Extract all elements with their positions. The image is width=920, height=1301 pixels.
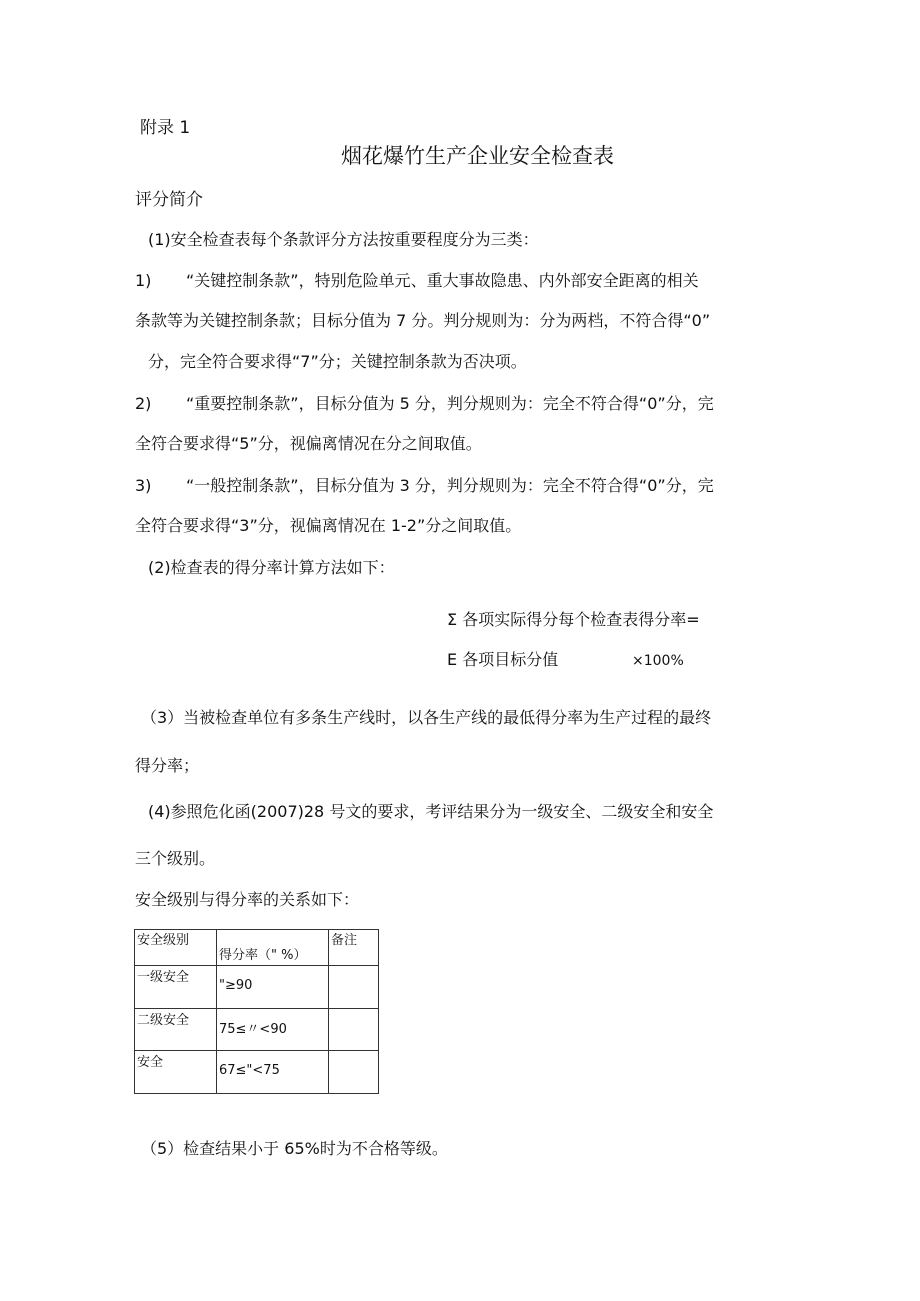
- formula-multiplier: ×100%: [632, 653, 684, 669]
- header-cell: 安全级别: [135, 930, 217, 966]
- rule1-number: 1): [135, 271, 152, 290]
- table-cell: 安全: [135, 1051, 217, 1094]
- rule2-line2: 全符合要求得“5”分，视偏离情况在分之间取值。: [135, 434, 482, 453]
- rule3-line1: “一般控制条款”，目标分值为 3 分，判分规则为：完全不符合得“0”分，完: [186, 476, 714, 495]
- formula-numerator: Σ 各项实际得分每个检查表得分率=: [447, 610, 700, 629]
- header-cell: 备注: [329, 930, 379, 966]
- rule2-number: 2): [135, 394, 152, 413]
- formula-denominator: E 各项目标分值: [447, 650, 559, 669]
- rule1-line2: 条款等为关键控制条款；目标分值为 7 分。判分规则为：分为两档，不符合得“0”: [135, 311, 711, 330]
- table-row: [135, 1051, 379, 1094]
- table-cell: [329, 966, 379, 1009]
- document-title: 烟花爆竹生产企业安全检查表: [341, 144, 614, 168]
- table-row: [135, 1009, 379, 1051]
- item3-line2: 得分率；: [135, 756, 200, 775]
- header-cell: 得分率（" %）: [217, 930, 329, 966]
- rule1-line1: “关键控制条款”，特别危险单元、重大事故隐患、内外部安全距离的相关: [186, 271, 699, 290]
- item1-intro: (1)安全检查表每个条款评分方法按重要程度分为三类：: [148, 230, 539, 249]
- rule3-number: 3): [135, 476, 152, 495]
- item2-intro: (2)检查表的得分率计算方法如下：: [148, 558, 395, 577]
- table-header-row: [135, 930, 379, 966]
- item4-line2: 三个级别。: [135, 849, 216, 868]
- table-row: [135, 966, 379, 1009]
- table-cell: [329, 1009, 379, 1051]
- table-cell: 一级安全: [135, 966, 217, 1009]
- item3-line1: （3）当被检查单位有多条生产线时，以各生产线的最低得分率为生产过程的最终: [141, 708, 712, 727]
- grade-table: [134, 929, 379, 1094]
- table-intro: 安全级别与得分率的关系如下：: [135, 890, 360, 909]
- appendix-label: 附录 1: [140, 118, 191, 138]
- table-cell: [329, 1051, 379, 1094]
- rule2-line1: “重要控制条款”，目标分值为 5 分，判分规则为：完全不符合得“0”分，完: [186, 394, 714, 413]
- table-cell: 二级安全: [135, 1009, 217, 1051]
- rule3-line2: 全符合要求得“3”分，视偏离情况在 1-2”分之间取值。: [135, 516, 522, 535]
- item5: （5）检查结果小于 65%时为不合格等级。: [141, 1139, 448, 1158]
- table-cell: 75≤〃<90: [217, 1009, 329, 1051]
- item4-line1: (4)参照危化函(2007)28 号文的要求，考评结果分为一级安全、二级安全和安全: [148, 802, 714, 821]
- rule1-line3: 分，完全符合要求得“7”分；关键控制条款为否决项。: [148, 352, 527, 371]
- section-heading: 评分简介: [135, 190, 203, 210]
- table-cell: "≥90: [217, 966, 329, 1009]
- table-cell: 67≤"<75: [217, 1051, 329, 1094]
